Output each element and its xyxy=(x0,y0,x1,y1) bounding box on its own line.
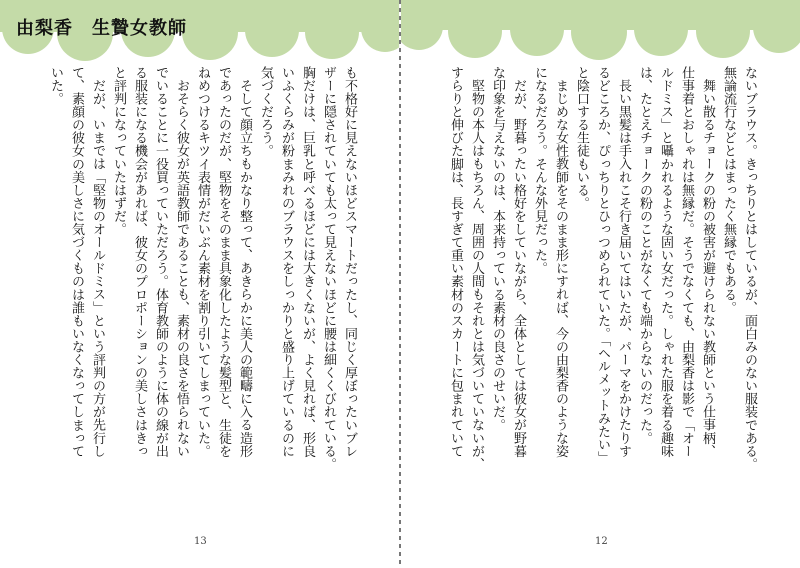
text-column: だが、野暮ったい格好をしていながら、全体としては彼女が野暮 xyxy=(511,79,526,458)
text-column: 堅物の本人はもちろん、周囲の人間もそれとは気づいていないが、 xyxy=(469,79,484,471)
text-column: そして顔立ちもかなり整って、あきらかに美人の範疇に入る造形 xyxy=(237,79,252,458)
text-column: と評判になっていたはずだ。 xyxy=(111,66,126,236)
text-column: ルドミス」と囁かれるような固い女だった。しゃれた服を着る趣味 xyxy=(658,66,673,458)
page-number: 12 xyxy=(595,536,608,547)
text-column: 仕事着とおしゃれは無縁だ。そうでなくても、由梨香は影で「オー xyxy=(679,66,694,458)
text-column: 長い黒髪は手入れこそ行き届いてはいたが、パーマをかけたりす xyxy=(616,79,631,458)
text-column: だが、いまでは「堅物のオールドミス」という評判の方が先行し xyxy=(90,79,105,458)
text-column: ザーに隠されていても太って見えないほどに腰は細くくびれている。 xyxy=(321,66,336,471)
text-column: ねめつけるキツイ表情がだいぶん素材を割り引いてしまっていた。 xyxy=(195,66,210,458)
cloud-header-decoration xyxy=(401,0,800,62)
text-column: も不格好に見えないほどスマートだったし、同じく厚ぼったいブレ xyxy=(342,66,357,458)
text-column: 無論流行などとはまったく無縁でもある。 xyxy=(721,66,736,314)
text-column: でいることに一役買っていただろう。体育教師のように体の線が出 xyxy=(153,66,168,458)
text-column: いた。 xyxy=(48,66,63,106)
text-column: いふくらみが粉まみれのブラウスをしっかりと盛り上げているのに xyxy=(279,66,294,458)
text-column: は、たとえチョークの粉のことがなくても端からないのだった。 xyxy=(637,66,652,445)
text-column: 気づくだろう。 xyxy=(258,66,273,158)
text-column: であったのだが、堅物をそのまま具象化したような髪型と、生徒を xyxy=(216,66,231,458)
text-column: ないブラウス。きっちりとはしているが、面白みのない服装である。 xyxy=(742,66,757,471)
text-column: おそらく彼女が英語教師であることも、素材の良さを悟られない xyxy=(174,79,189,458)
text-column: まじめな女性教師をそのまま形にすれば、今の由梨香のような姿 xyxy=(553,79,568,458)
text-column: るどころか、ぴっちりとひっつめられていた。「ヘルメットみたい」 xyxy=(595,66,610,465)
chapter-title: 由梨香 生贄女教師 xyxy=(16,18,187,39)
text-column: 舞い散るチョークの粉の被害が避けられない教師という仕事柄、 xyxy=(700,79,715,458)
left-page xyxy=(0,0,399,568)
page-number: 13 xyxy=(194,536,207,547)
text-column: と陰口する生徒もいる。 xyxy=(574,66,589,210)
text-column: て、素顔の彼女の美しさに気づくものは誰もいなくなってしまって xyxy=(69,66,84,458)
text-column: な印象を与えないのは、本来持っている素材の良さのせいだ。 xyxy=(490,66,505,432)
right-page xyxy=(401,0,800,568)
text-column: すらりと伸びた脚は、長すぎて重い素材のスカートに包まれていて xyxy=(448,66,463,458)
text-column: る服装になる機会があれば、彼女のプロポーションの美しさはきっ xyxy=(132,66,147,458)
text-column: になるだろう。そんな外見だった。 xyxy=(532,66,547,275)
text-column: 胸だけは、巨乳と呼べるほどには大きくないが、よく見れば、形良 xyxy=(300,66,315,458)
